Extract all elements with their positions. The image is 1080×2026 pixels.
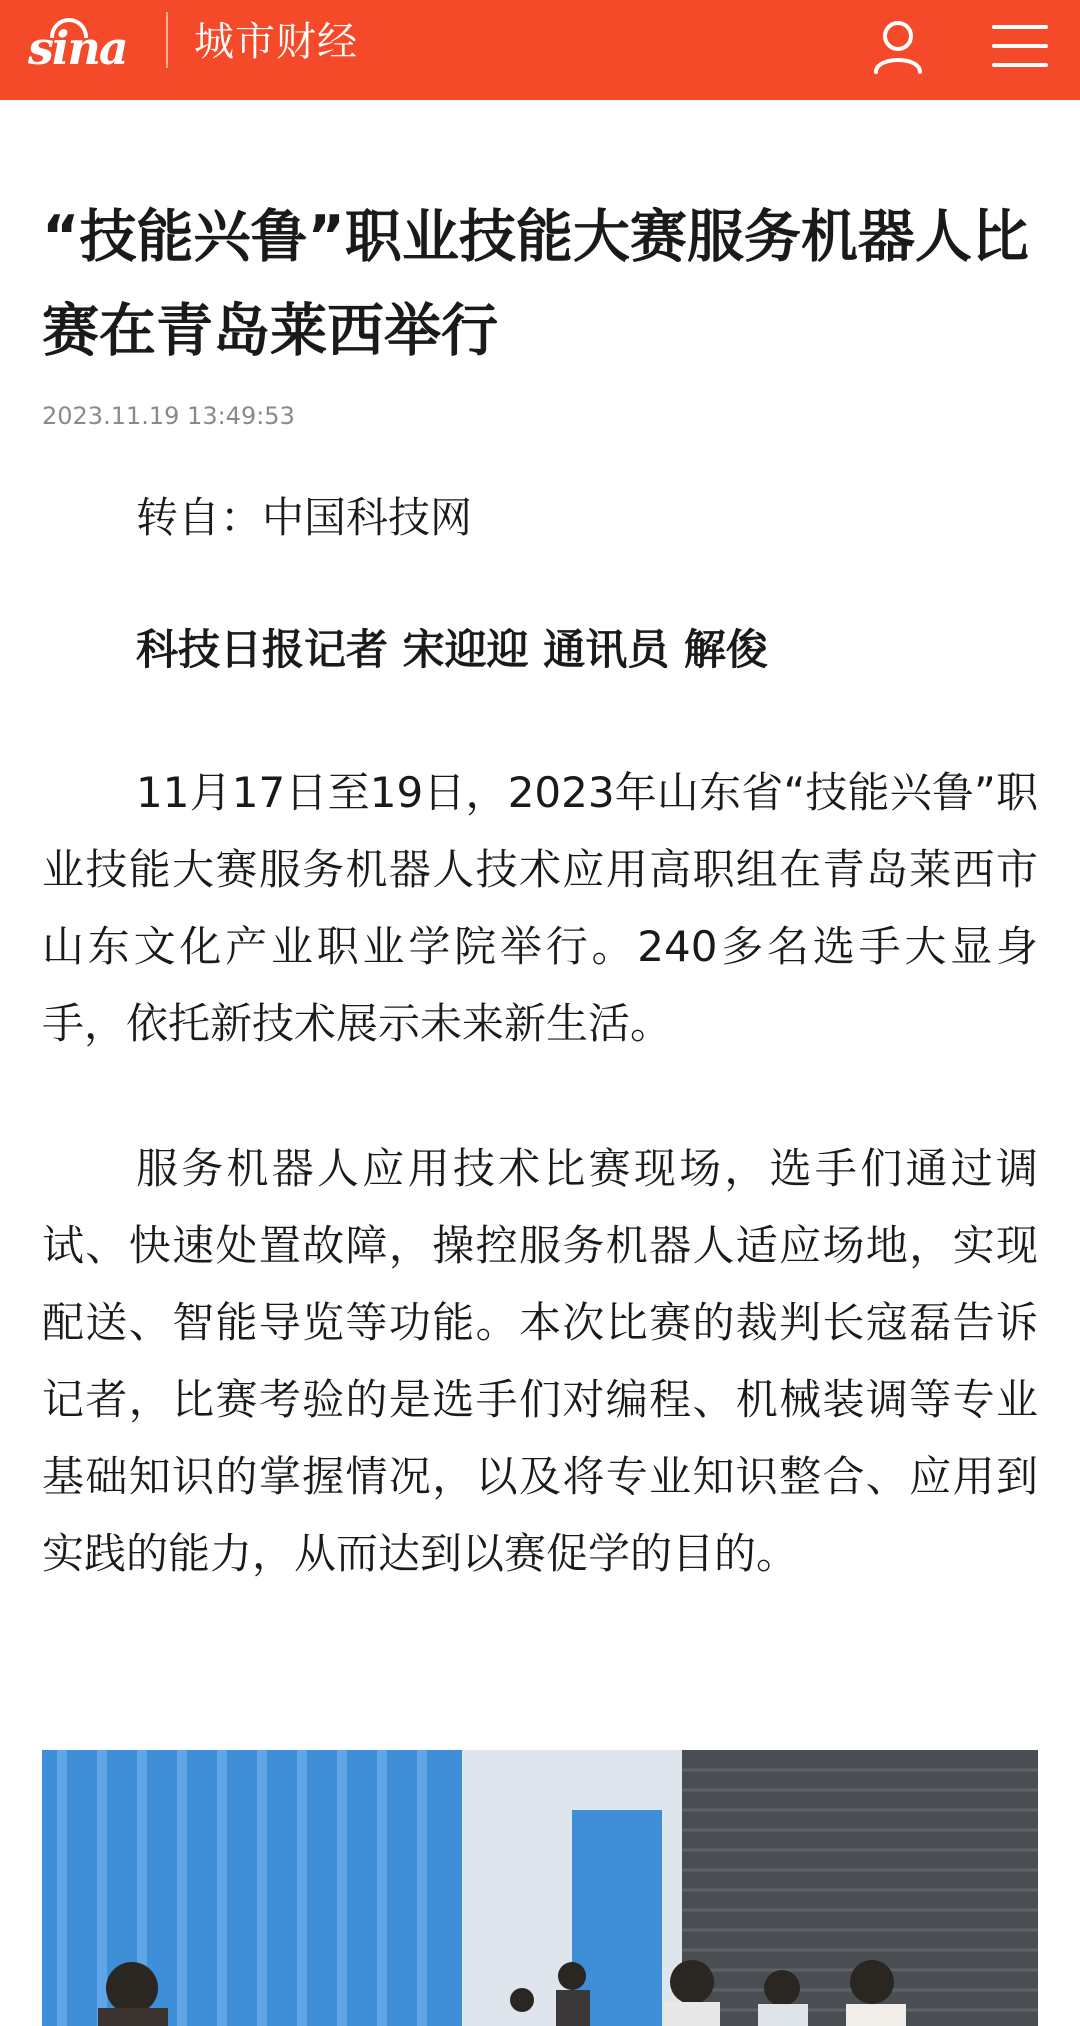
user-account-button[interactable]: [860, 8, 936, 84]
menu-icon: [992, 21, 1048, 71]
header-divider: [166, 12, 168, 68]
article-paragraph: 服务机器人应用技术比赛现场，选手们通过调试、快速处置故障，操控服务机器人适应场地，实现配送、智能导览等功能。本次比赛的裁判长寇磊告诉记者，比赛考验的是选手们对编程、机械装调等专业基础知识的掌握情况，以及将专业知识整合、应用到实践的能力，从而达到以赛促学的目的。: [42, 1144, 1038, 1578]
competition-scene-image: [42, 1750, 1038, 2026]
article-byline: 科技日报记者 宋迎迎 通讯员 解俊: [136, 625, 768, 674]
article-source: 转自：中国科技网: [136, 493, 473, 542]
section-title[interactable]: 城市财经: [194, 19, 358, 65]
menu-button[interactable]: [982, 8, 1058, 84]
logo-text: sina: [28, 21, 127, 75]
user-icon: [868, 16, 928, 76]
publish-timestamp: 2023.11.19 13:49:53: [42, 402, 295, 430]
article-title: “技能兴鲁”职业技能大赛服务机器人比赛在青岛莱西举行: [42, 204, 1029, 364]
top-navigation-bar: [0, 0, 1080, 100]
article-photo[interactable]: [42, 1750, 1038, 2026]
article-paragraph: 11月17日至19日，2023年山东省“技能兴鲁”职业技能大赛服务机器人技术应用高职组在青岛莱西市山东文化产业职业学院举行。240多名选手大显身手，依托新技术展示未来新生活。: [42, 768, 1038, 1048]
sina-logo[interactable]: [28, 14, 127, 82]
